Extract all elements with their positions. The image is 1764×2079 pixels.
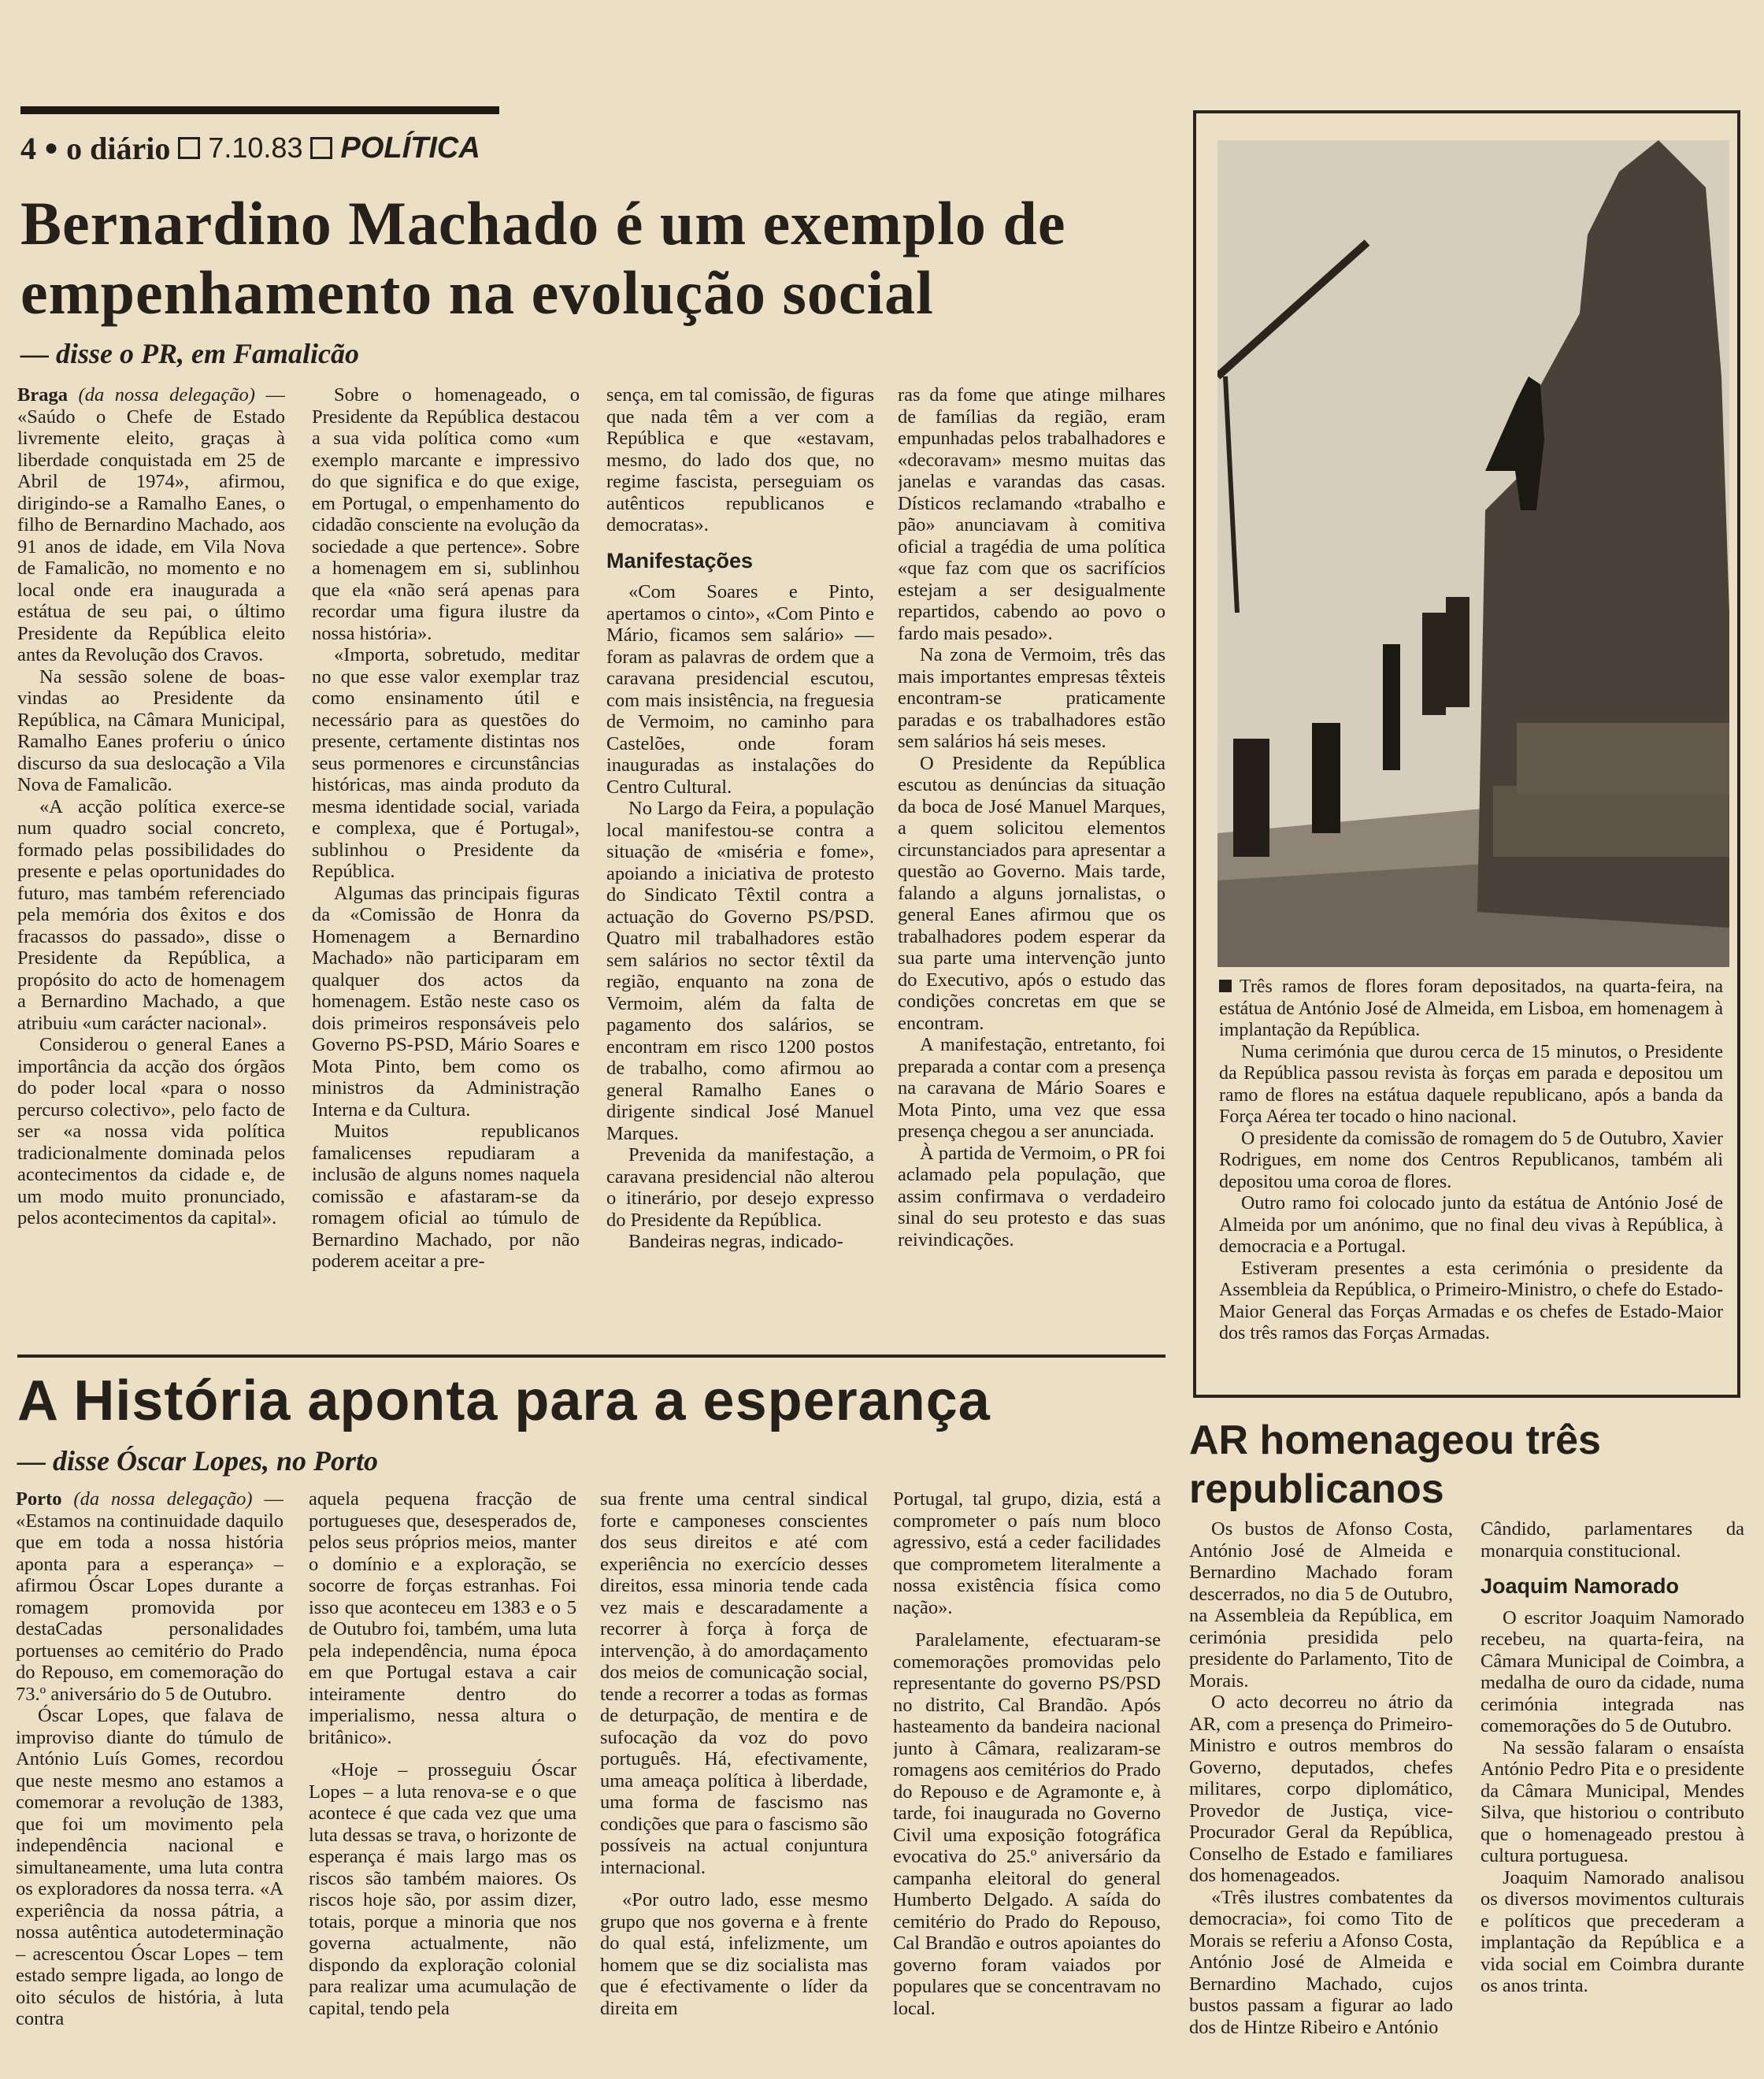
- paragraph: Os bustos de Afonso Costa, António José de Almeida e Bernardino Machado foram descerrados, no dia 5 de Outubro, na Assembleia da República, em cerimónia presidida pelo presidente do Parlamento, Tito de Morais.: [1189, 1518, 1453, 1692]
- masthead-rule: [20, 106, 499, 114]
- photo-caption: [1219, 976, 1723, 1345]
- caption-text: Estiveram presentes a esta cerimónia o presidente da Assembleia da República, o Primeiro-Ministro, o chefe do Estado-Maior General das Forças Armadas e os chefes de Estado-Maior dos três ramos das Forças Armadas.: [1219, 1258, 1723, 1343]
- paragraph: ras da fome que atinge milhares de famílias da região, eram empunhadas pelos trabalhadores e «decoravam» mesmo muitas das janelas e varandas das casas. Dísticos reclamando «trabalho e pão» anunciavam à comitiva oficial a tragédia de uma política «que faz com que os sacrifícios estejam a ser desigualmente repartidos, cabendo ao povo o fardo mais pesado».: [898, 384, 1166, 644]
- dateline: Porto: [16, 1488, 62, 1510]
- dateline: Braga: [17, 384, 68, 406]
- paragraph: Paralelamente, efectuaram-se comemorações promovidas pelo representante do governo PS/PSD no distrito, Cal Brandão. Após hasteamento da bandeira nacional junto à Câmara, realizaram-se romagens aos cemitérios do Prado do Repouso e de Agramonte e, à tarde, foi inaugurada no Governo Civil uma exposição fotográfica evocativa do 25.º aniversário da campanha eleitoral do general Humberto Delgado. A saída do cemitério do Prado do Repouso, Cal Brandão e outros apoiantes do governo foram vaiados por populares que se concentravam no local.: [893, 1629, 1161, 2019]
- caption-text: O presidente da comissão de romagem do 5 de Outubro, Xavier Rodrigues, em nome dos Centros Republicanos, também ali depositou uma coroa de flores.: [1219, 1128, 1723, 1192]
- article2-subhead: — disse Óscar Lopes, no Porto: [17, 1445, 378, 1477]
- section-divider: [17, 1354, 1166, 1358]
- article1-col3: [606, 384, 874, 1333]
- paragraph: O escritor Joaquim Namorado recebeu, na quarta-feira, na Câmara Municipal de Coimbra, a medalha de ouro da cidade, numa cerimónia integrada nas comemorações do 5 de Outubro.: [1480, 1606, 1744, 1736]
- article2-col1: [16, 1488, 284, 2071]
- paragraph: O Presidente da República escutou as denúncias da situação da boca de José Manuel Marques, a quem solicitou elementos circunstanciados para apresentar a questão ao Governo. Mais tarde, falando a alguns jornalistas, o general Eanes afirmou que os trabalhadores podem esperar da sua parte uma intervenção junto do Executivo, após o estudo das condições concretas em que se encontram.: [898, 752, 1166, 1034]
- caption-text: Três ramos de flores foram depositados, na quarta-feira, na estátua de António José de Almeida, em Lisboa, em homenagem à implantação da República.: [1219, 976, 1723, 1040]
- square-icon: [178, 137, 200, 159]
- paragraph: sença, em tal comissão, de figuras que nada têm a ver com a República e que «estavam, mesmo, do lado dos que, no regime fascista, perseguiam os autênticos republicanos e democratas».: [606, 384, 874, 536]
- paragraph: «Hoje – prosseguiu Óscar Lopes – a luta renova-se e o que acontece é que cada vez que uma luta dessas se trava, o horizonte de esperança é mais largo mas os riscos são também maiores. Os riscos hoje são, por assim dizer, totais, porque a minoria que nos governa actualmente, não dispondo da exploração colonial para realizar uma acumulação de capital, tendo pela: [309, 1759, 576, 2019]
- paragraph: Na sessão solene de boas-vindas ao Presidente da República, na Câmara Municipal, Ramalho Eanes proferiu o único discurso da sua deslocação a Vila Nova de Famalicão.: [17, 665, 285, 795]
- article1-col1: [17, 384, 285, 1333]
- paragraph: «Três ilustres combatentes da democracia», foi como Tito de Morais se referiu a Afonso Costa, António José de Almeida e Bernardino Machado, cujos bustos passam a figurar ao lado dos de Hintze Ribeiro e António: [1189, 1886, 1453, 2038]
- page-number: 4: [20, 130, 36, 166]
- bullet-icon: ●: [44, 135, 59, 161]
- paragraph: Cândido, parlamentares da monarquia constitucional.: [1480, 1518, 1744, 1562]
- paragraph: sua frente uma central sindical forte e camponeses conscientes dos seus direitos e até com experiência no exercício desses direitos, essa minoria tende cada vez mais e descaradamente a recorrer à força à força de intervenção, à do amordaçamento dos meios de comunicação social, tende a recorrer a todas as formas de deturpação, de mentira e de sufocação da voz do povo português. Há, efectivamente, uma ameaça política à liberdade, uma forma de fascismo nas condições que para o fascismo são possíveis na actual conjuntura internacional.: [600, 1488, 868, 1878]
- statue-photo-illustration: [1217, 140, 1729, 967]
- paragraph: Portugal, tal grupo, dizia, está a comprometer o país num bloco agressivo, está a ceder facilidades que comprometem literalmente a nossa existência física como nação».: [893, 1488, 1161, 1618]
- dateline-note: (da nossa delegação): [78, 384, 255, 406]
- paragraph: Bandeiras negras, indicado-: [628, 1231, 843, 1252]
- paragraph: «Importa, sobretudo, meditar no que esse valor exemplar traz como ensinamento útil e necessário para as questões do presente, certamente distintas nos seus pormenores e circunstâncias históricas, mas ainda produto da mesma identidade social, variada e complexa, que é Portugal», sublinhou o Presidente da República.: [312, 644, 580, 882]
- paragraph: Prevenida da manifestação, a caravana presidencial não alterou o itinerário, por desejo expresso do Presidente da República.: [606, 1144, 874, 1231]
- article1-subhead: — disse o PR, em Famalicão: [20, 338, 359, 369]
- article2-col4: [893, 1488, 1161, 2071]
- paragraph: Na zona de Vermoim, três das mais importantes empresas têxteis encontram-se praticamente paradas e os trabalhadores estão sem salários há seis meses.: [898, 644, 1166, 752]
- paragraph: «Por outro lado, esse mesmo grupo que nos governa e à frente do qual está, infelizmente, um homem que se diz socialista mas que é efectivamente o líder da direita em: [600, 1889, 868, 2019]
- paragraph: «Com Soares e Pinto, apertamos o cinto», «Com Pinto e Mário, ficamos sem salário» — foram as palavras de ordem que a caravana presidencial escutou, com mais insistência, na freguesia de Vermoim, no caminho para Castelões, onde foram inauguradas as instalações do Centro Cultural.: [606, 581, 874, 798]
- paragraph: — «Estamos na continuidade daquilo que em toda a nossa história aponta para a esperança» – afirmou Óscar Lopes durante a romagem promovida por destaCadas personalidades portuenses ao cemitério do Prado do Repouso, em comemoração do 73.º aniversário do 5 de Outubro.: [16, 1488, 284, 1705]
- paragraph: Sobre o homenageado, o Presidente da República destacou a sua vida política como «um exemplo marcante e impressivo do que significa e do que exige, em Portugal, o empenhamento do cidadão consciente na evolução da sociedade a que pertence». Sobre a homenagem em si, sublinhou que ela «não será apenas para recordar uma figura ilustre da nossa história».: [312, 384, 580, 644]
- paper-name: o diário: [66, 130, 171, 166]
- dateline-note: (da nossa delegação): [73, 1488, 253, 1510]
- paragraph: — «Saúdo o Chefe de Estado livremente eleito, graças à liberdade conquistada em 25 de Abril de 1974», afirmou, dirigindo-se a Ramalho Eanes, o filho de Bernardino Machado, aos 91 anos de idade, em Vila Nova de Famalicão, no momento e no local onde era inaugurada a estátua de seu pai, o último Presidente da República eleito antes da Revolução dos Cravos.: [17, 384, 285, 665]
- paragraph: A manifestação, entretanto, foi preparada a contar com a presença na caravana de Mário Soares e Mota Pinto, uma vez que essa presença chegou a ser anunciada.: [898, 1034, 1166, 1142]
- article2-col2: [309, 1488, 576, 2071]
- paragraph: Considerou o general Eanes a importância da acção dos órgãos do poder local «para o nosso percurso colectivo», pelo facto de ser «a nossa vida política tradicionalmente dominada pelos acontecimentos da cidade e, de um modo muito pronunciado, pelos acontecimentos da capital».: [17, 1034, 285, 1228]
- article2-headline: A História aponta para a esperança: [17, 1369, 991, 1432]
- paragraph: O acto decorreu no átrio da AR, com a presença do Primeiro-Ministro e outros membros do Governo, deputados, chefes militares, corpo diplomático, Provedor de Justiça, vice-Procurador Geral da República, Conselho de Estado e familiares dos homenageados.: [1189, 1692, 1453, 1886]
- paragraph: Joaquim Namorado analisou os diversos movimentos culturais e políticos que precederam a implantação da República e a vida social em Coimbra durante os anos trinta.: [1480, 1866, 1744, 1996]
- paragraph: Muitos republicanos famalicenses repudiaram a inclusão de alguns nomes naquela comissão e afastaram-se da romagem oficial ao túmulo de Bernardino Machado, por não poderem aceitar a pre-: [312, 1121, 580, 1272]
- article1-col4: [898, 384, 1166, 1333]
- statue-photo: [1217, 140, 1729, 967]
- subheading: Manifestações: [606, 548, 754, 573]
- article3-headline: AR homenageou três republicanos: [1189, 1418, 1601, 1512]
- square-bullet-icon: [1219, 980, 1232, 992]
- paragraph: Óscar Lopes, que falava de improviso diante do túmulo de António Luís Gomes, recordou que neste mesmo ano estamos a comemorar a revolução de 1383, que foi um movimento pela independência nacional e simultaneamente, uma luta contra os exploradores da nossa terra. «A experiência da nossa pátria, a nossa autêntica autodeterminação – acrescentou Óscar Lopes – tem estado sempre ligada, ao longo de oito séculos de história, à luta contra: [16, 1705, 284, 2029]
- square-icon: [310, 137, 332, 159]
- article1-headline: Bernardino Machado é um exemplo de empenhamento na evolução social: [20, 189, 1066, 327]
- masthead: [20, 126, 524, 170]
- article2-col3: [600, 1488, 868, 2071]
- paragraph: Algumas das principais figuras da «Comissão de Honra da Homenagem a Bernardino Machado» não participaram em qualquer dos actos da homenagem. Estão neste caso os dois primeiros responsáveis pelo Governo PS-PSD, Mário Soares e Mota Pinto, bem como os ministros da Administração Interna e da Cultura.: [312, 882, 580, 1121]
- caption-text: Outro ramo foi colocado junto da estátua de António José de Almeida por um anónimo, que no final deu vivas à República, à democracia e a Portugal.: [1219, 1193, 1723, 1257]
- paragraph: «A acção política exerce-se num quadro social concreto, formado pelas possibilidades do presente e pelas oportunidades do futuro, mas também referenciado pela memória dos êxitos e dos fracassos do passado», disse o Presidente da República, a propósito do acto de homenagem a Bernardino Machado, a que atribuiu «um carácter nacional».: [17, 795, 285, 1034]
- paragraph: aquela pequena fracção de portugueses que, desesperados de, pelos seus próprios meios, manter o domínio e a exploração, se socorre de forças estranhas. Foi isso que aconteceu em 1383 e o 5 de Outubro foi, também, uma luta pela independência, numa época em que Portugal estava a cair inteiramente dentro do imperialismo, nessa altura o britânico».: [309, 1488, 576, 1748]
- article1-col2: [312, 384, 580, 1333]
- paragraph: No Largo da Feira, a população local manifestou-se contra a situação de «miséria e fome», apoiando a iniciativa de protesto do Sindicato Têxtil contra a actuação do Governo PS/PSD. Quatro mil trabalhadores estão sem salários no sector têxtil da região, enquanto na zona de Vermoim, além da falta de pagamento dos salários, se encontram em risco 1200 postos de trabalho, como afirmou ao general Ramalho Eanes o dirigente sindical José Manuel Marques.: [606, 798, 874, 1144]
- article3-col2: [1480, 1518, 1744, 2071]
- paragraph: Na sessão falaram o ensaísta António Pedro Pita e o presidente da Câmara Municipal, Mendes Silva, que historiou o contributo que o homenageado prestou à cultura portuguesa.: [1480, 1736, 1744, 1866]
- issue-date: 7.10.83: [208, 132, 303, 164]
- article3-col1: [1189, 1518, 1453, 2071]
- caption-text: Numa cerimónia que durou cerca de 15 minutos, o Presidente da República passou revista às forças em parada e depositou um ramo de flores na estátua daquele republicano, após a banda da Força Aérea ter tocado o hino nacional.: [1219, 1041, 1723, 1127]
- section-name: POLÍTICA: [340, 131, 480, 165]
- paragraph: À partida de Vermoim, o PR foi aclamado pela população, que assim confirmava o verdadeiro sinal do seu protesto e das suas reivindicações.: [898, 1142, 1166, 1251]
- subheading: Joaquim Namorado: [1480, 1574, 1680, 1598]
